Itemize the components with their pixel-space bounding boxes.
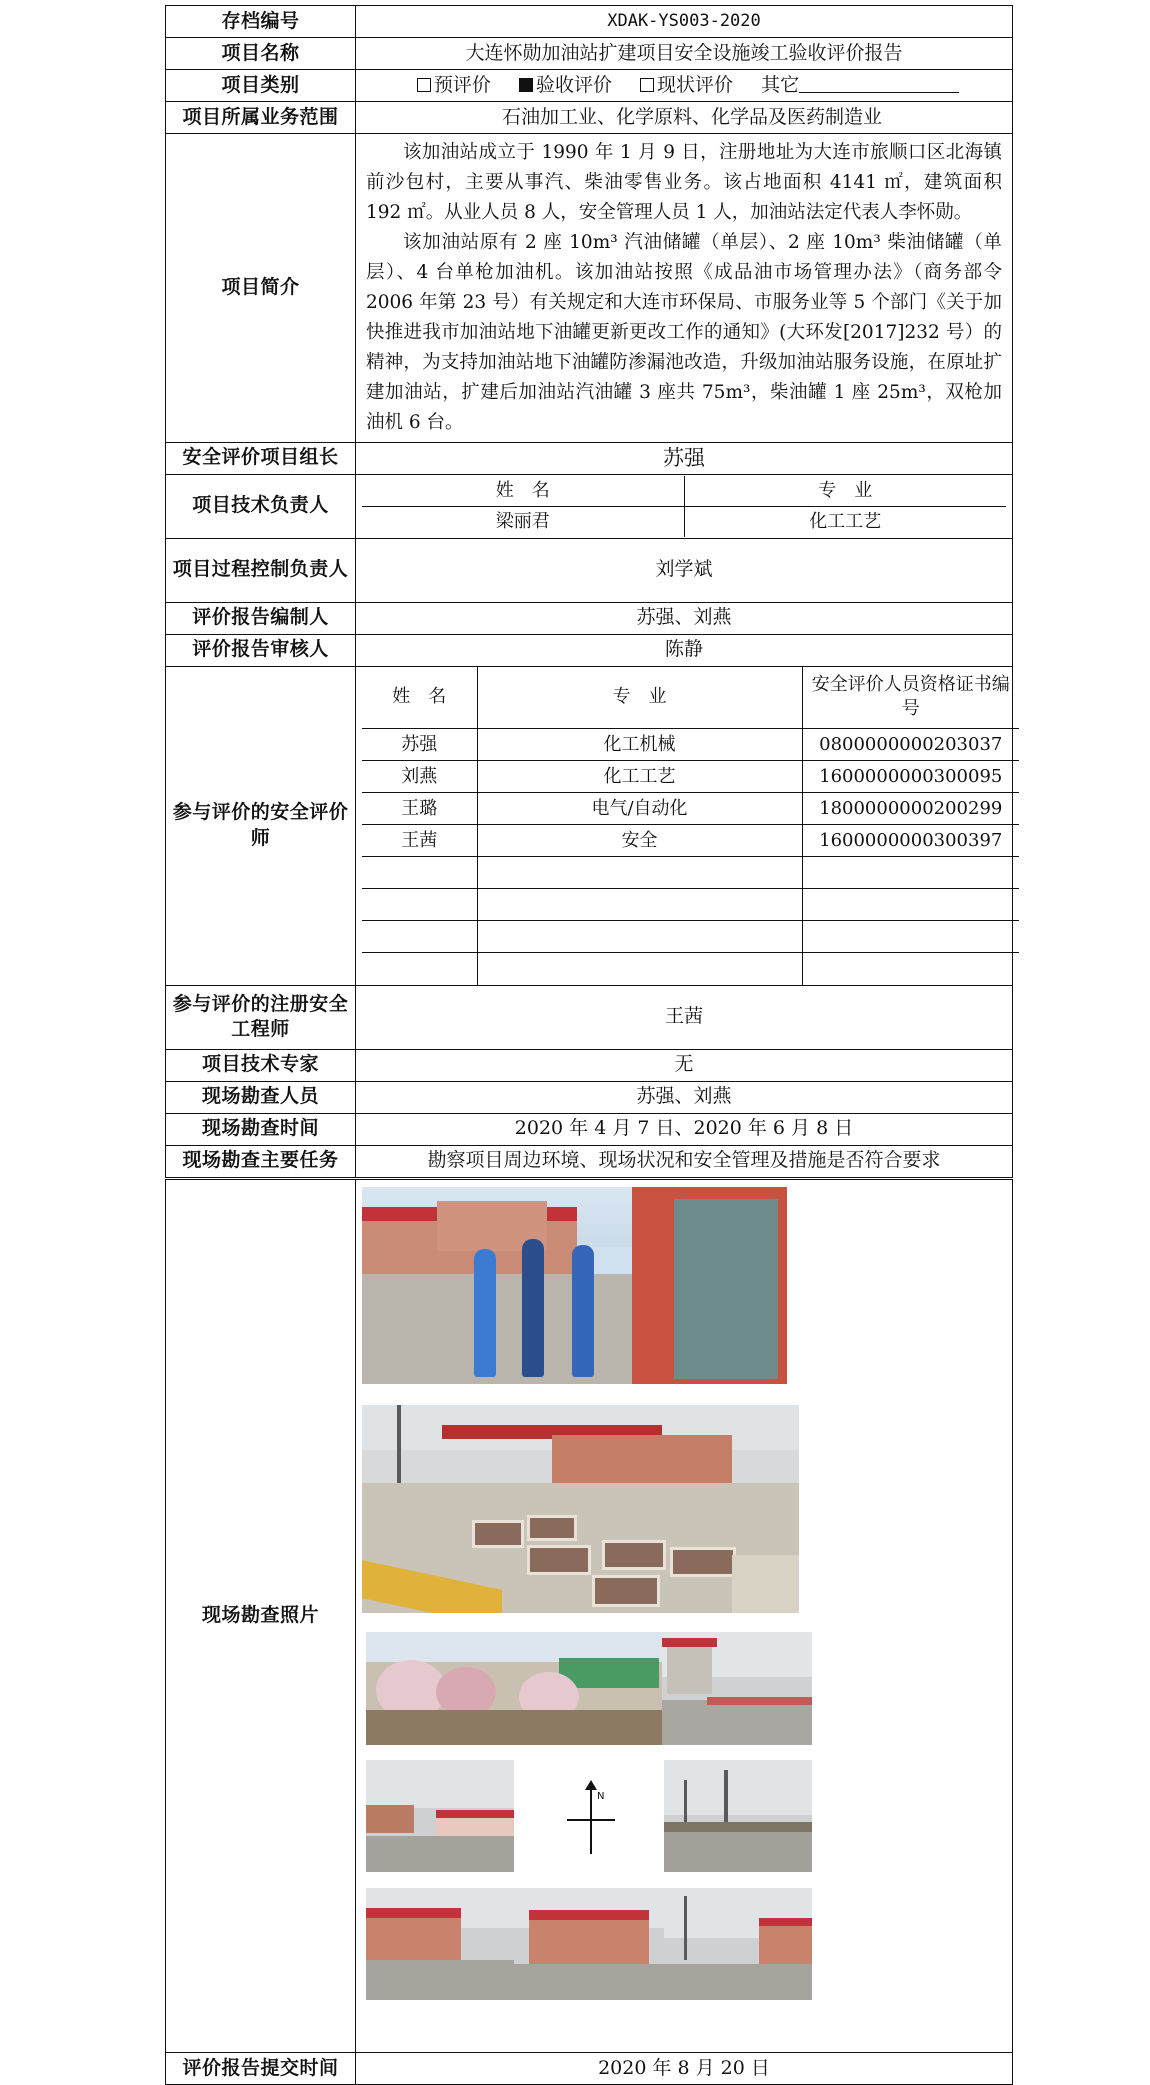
intro-paragraph: 该加油站原有 2 座 10m³ 汽油储罐（单层）、2 座 10m³ 柴油储罐（单层）、4 台单枪加油机。该加油站按照《成品油市场管理办法》（商务部令 2006 年第 23 号）有关规定和大连市环保局、市服务业等 5 个部门《关于加快推进我市加油站地下油罐更新更改工作的通知》(大环发[2017]232 号）的精神，为支持加油站地下油罐防渗漏池改造，升级加油站服务设施，在原址扩建加油站，扩建后加油站汽油罐 3 座共 75m³，柴油罐 1 座 25m³，双枪加油机 6 台。: [366, 231, 1002, 433]
assessor-name: [362, 889, 477, 921]
row-process-lead: [166, 538, 1013, 602]
label-tech-expert: 项目技术专家: [166, 1049, 356, 1081]
assessor-major: [477, 921, 802, 953]
assessor-row: [362, 729, 1019, 761]
assessor-name: 王璐: [362, 793, 477, 825]
assessor-cert: 1600000000300397: [802, 825, 1019, 857]
category-option-label: 现状评价: [657, 73, 734, 96]
submit-time-value: 2020 年 8 月 20 日: [356, 2053, 1013, 2085]
site-photo-surroundings: [366, 1760, 514, 1872]
row-site-time: [166, 1113, 1013, 1145]
assessor-header-cert: 安全评价人员资格证书编号: [802, 667, 1019, 729]
assessor-cert: 1600000000300095: [802, 761, 1019, 793]
row-assessors: [166, 666, 1013, 985]
category-option-pre[interactable]: [417, 73, 491, 99]
site-photos-table: [165, 1179, 1013, 2085]
label-team-leader: 安全评价项目组长: [166, 442, 356, 474]
project-category-options: [356, 70, 1013, 102]
site-photo-station-view: [366, 1888, 514, 2000]
assessor-cert: [802, 889, 1019, 921]
assessor-cert: 1800000000200299: [802, 793, 1019, 825]
site-photo-tank-area: [362, 1405, 799, 1613]
label-site-staff: 现场勘查人员: [166, 1081, 356, 1113]
north-arrow-icon: [551, 1780, 631, 1860]
label-project-name: 项目名称: [166, 38, 356, 70]
site-photo-surroundings: [662, 1632, 812, 1745]
tech-lead-header-name: 姓 名: [362, 476, 684, 507]
site-photo-station-view: [664, 1888, 812, 2000]
assessor-major: [477, 953, 802, 985]
assessor-row: [362, 921, 1019, 953]
row-tech-lead: [166, 474, 1013, 538]
site-photo-surroundings: [366, 1632, 514, 1745]
row-report-reviewer: [166, 634, 1013, 666]
tech-expert-value: 无: [356, 1049, 1013, 1081]
row-archive-no: [166, 6, 1013, 38]
label-report-author: 评价报告编制人: [166, 602, 356, 634]
report-reviewer-value: 陈静: [356, 634, 1013, 666]
row-site-photos: [166, 1180, 1013, 2053]
row-submit-time: [166, 2053, 1013, 2085]
process-lead-value: 刘学斌: [356, 538, 1013, 602]
site-photo-surroundings: [664, 1760, 812, 1872]
photo-collage: [356, 1180, 1012, 2052]
checkbox-unchecked-icon: [640, 78, 654, 92]
registered-engineer-value: 王茜: [356, 985, 1013, 1049]
tech-lead-subtable: [356, 474, 1013, 538]
business-scope-value: 石油加工业、化学原料、化学品及医药制造业: [356, 102, 1013, 134]
label-project-intro: 项目简介: [166, 134, 356, 443]
assessor-row: [362, 889, 1019, 921]
site-time-value: 2020 年 4 月 7 日、2020 年 6 月 8 日: [356, 1113, 1013, 1145]
tech-lead-major: 化工工艺: [684, 506, 1006, 537]
assessor-row: [362, 953, 1019, 985]
report-author-value: 苏强、刘燕: [356, 602, 1013, 634]
assessor-cert: 0800000000203037: [802, 729, 1019, 761]
assessor-row: [362, 857, 1019, 889]
assessor-row: [362, 793, 1019, 825]
category-other-label: 其它: [761, 73, 800, 96]
row-site-staff: [166, 1081, 1013, 1113]
label-site-photos: 现场勘查照片: [166, 1180, 356, 2053]
assessor-name: [362, 953, 477, 985]
label-site-time: 现场勘查时间: [166, 1113, 356, 1145]
assessor-cert: [802, 953, 1019, 985]
row-site-task: [166, 1145, 1013, 1177]
label-site-task: 现场勘查主要任务: [166, 1145, 356, 1177]
tech-lead-header-major: 专 业: [684, 476, 1006, 507]
intro-paragraph: 该加油站成立于 1990 年 1 月 9 日，注册地址为大连市旅顺口区北海镇前沙包村，主要从事汽、柴油零售业务。该占地面积 4141 ㎡，建筑面积 192 ㎡。从业人员 8 人，安全管理人员 1 人，加油站法定代表人李怀勋。: [366, 142, 1002, 223]
assessor-row: [362, 761, 1019, 793]
row-report-author: [166, 602, 1013, 634]
label-process-lead: 项目过程控制负责人: [166, 538, 356, 602]
assessor-major: 化工工艺: [477, 761, 802, 793]
row-team-leader: [166, 442, 1013, 474]
assessor-major: [477, 857, 802, 889]
row-registered-engineer: [166, 985, 1013, 1049]
assessor-major: 安全: [477, 825, 802, 857]
assessor-major: 电气/自动化: [477, 793, 802, 825]
category-option-label: 预评价: [433, 73, 491, 96]
category-option-label: 验收评价: [535, 73, 612, 96]
label-project-category: 项目类别: [166, 70, 356, 102]
assessor-name: 王茜: [362, 825, 477, 857]
label-submit-time: 评价报告提交时间: [166, 2053, 356, 2085]
tech-lead-name: 梁丽君: [362, 506, 684, 537]
site-photo-station-view: [514, 1888, 664, 2000]
assessor-row: [362, 825, 1019, 857]
team-leader-value: 苏强: [356, 442, 1013, 474]
assessor-cert: [802, 857, 1019, 889]
row-project-category: [166, 70, 1013, 102]
assessor-name: 刘燕: [362, 761, 477, 793]
site-staff-value: 苏强、刘燕: [356, 1081, 1013, 1113]
site-task-value: 勘察项目周边环境、现场状况和安全管理及措施是否符合要求: [356, 1145, 1013, 1177]
row-business-scope: [166, 102, 1013, 134]
assessor-name: 苏强: [362, 729, 477, 761]
row-project-name: [166, 38, 1013, 70]
label-assessors: 参与评价的安全评价师: [166, 666, 356, 985]
category-option-status[interactable]: [640, 73, 733, 99]
project-name-value: 大连怀勋加油站扩建项目安全设施竣工验收评价报告: [356, 38, 1013, 70]
label-registered-engineer: 参与评价的注册安全工程师: [166, 985, 356, 1049]
north-label: N: [597, 1791, 605, 1802]
project-info-table: [165, 5, 1013, 1178]
project-intro-text: [356, 134, 1013, 443]
label-business-scope: 项目所属业务范围: [166, 102, 356, 134]
category-other-blank[interactable]: [799, 76, 959, 93]
assessor-header-major: 专 业: [477, 667, 802, 729]
assessor-major: 化工机械: [477, 729, 802, 761]
assessors-table: [362, 667, 1019, 985]
label-report-reviewer: 评价报告审核人: [166, 634, 356, 666]
archive-no-value: XDAK-YS003-2020: [356, 6, 1013, 38]
label-tech-lead: 项目技术负责人: [166, 474, 356, 538]
tech-lead-table: [362, 476, 1006, 537]
row-project-intro: [166, 134, 1013, 443]
checkbox-unchecked-icon: [417, 78, 431, 92]
label-archive-no: 存档编号: [166, 6, 356, 38]
checkbox-checked-icon: [519, 78, 533, 92]
assessor-major: [477, 889, 802, 921]
assessors-subtable: [356, 666, 1013, 985]
assessor-name: [362, 921, 477, 953]
site-photo-staff: [362, 1187, 787, 1384]
site-photo-surroundings: [514, 1632, 662, 1745]
category-option-acceptance[interactable]: [519, 73, 612, 99]
assessor-header-name: 姓 名: [362, 667, 477, 729]
site-photos-cell: [356, 1180, 1013, 2053]
assessor-cert: [802, 921, 1019, 953]
assessor-name: [362, 857, 477, 889]
row-tech-expert: [166, 1049, 1013, 1081]
